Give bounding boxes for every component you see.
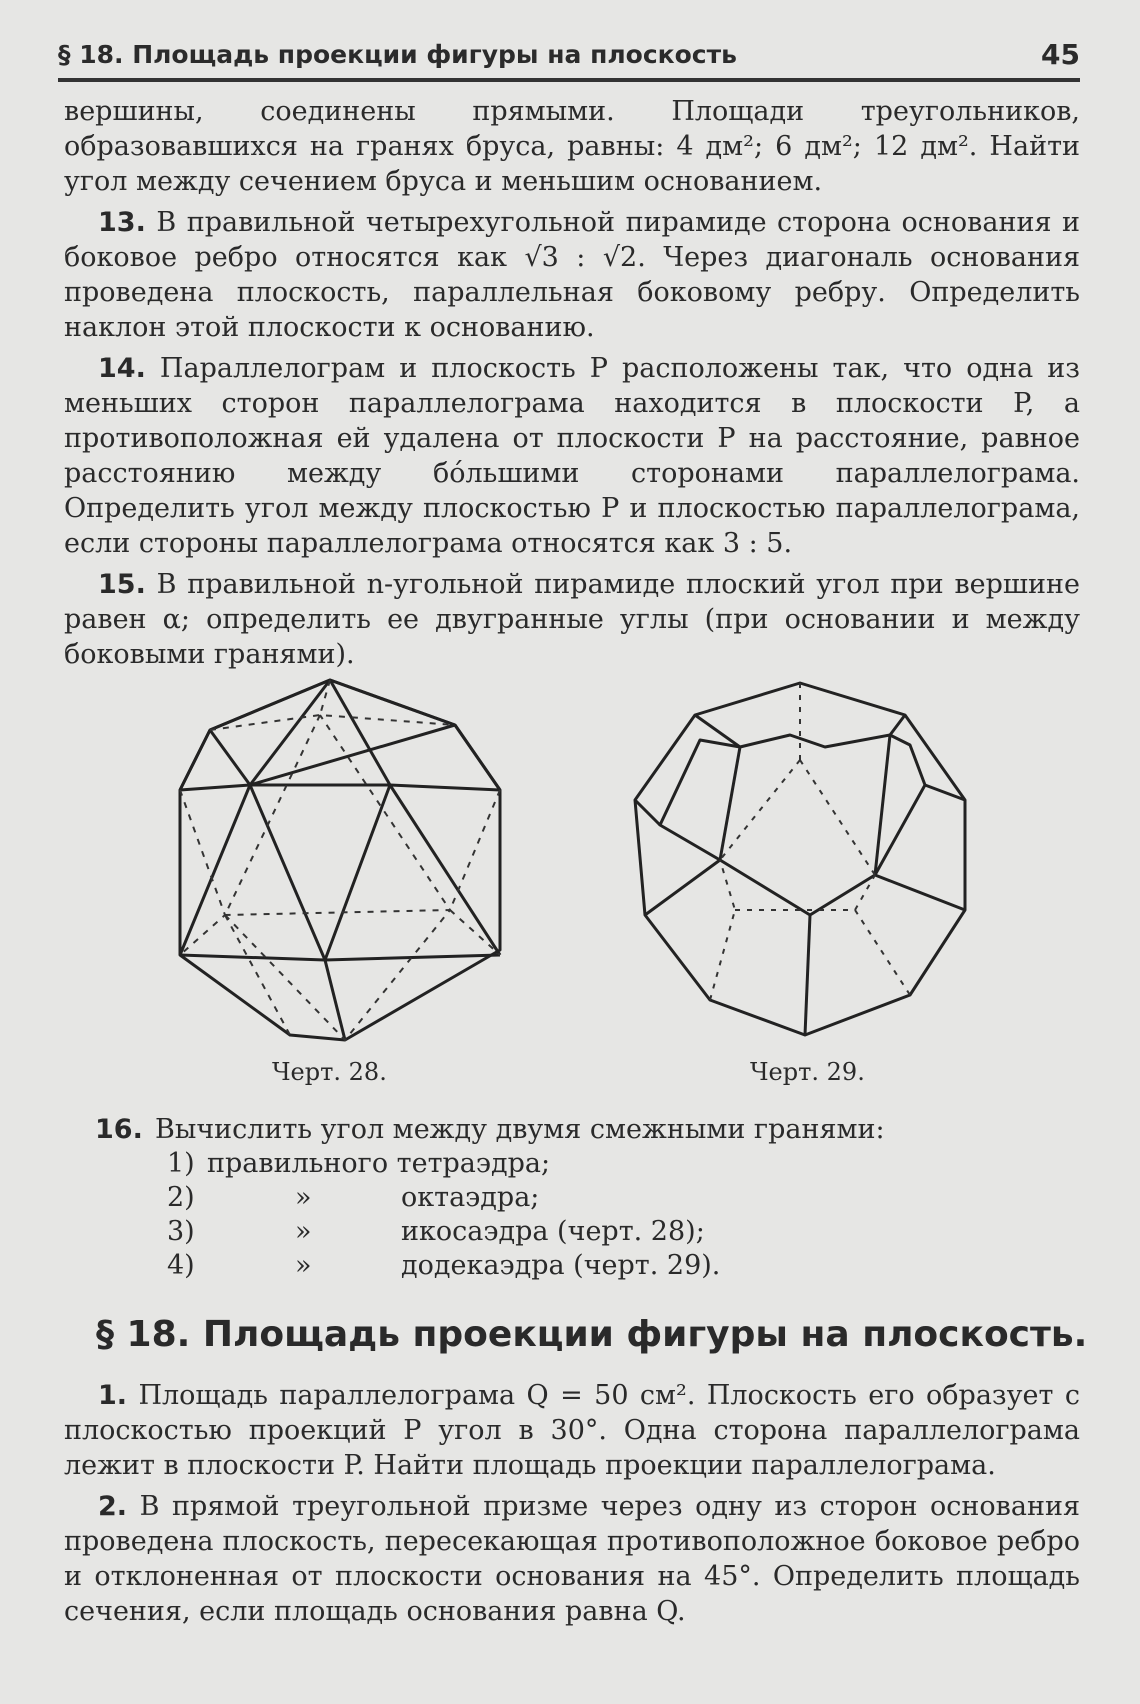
ditto-mark: »: [295, 1182, 312, 1213]
problem-number: 1.: [98, 1380, 128, 1411]
section-heading: § 18. Площадь проекции фигуры на плоскость.: [96, 1314, 1088, 1355]
figure-28-caption: Черт. 28.: [272, 1058, 387, 1086]
icosahedron-figure: [170, 670, 510, 1050]
running-header: [58, 34, 1080, 82]
dodecahedron-figure: [625, 675, 985, 1045]
problem-text: Вычислить угол между двумя смежными гранями:: [155, 1114, 885, 1145]
problem-13: [64, 205, 1080, 345]
item-text: правильного тетраэдра;: [207, 1148, 551, 1179]
problem-number: 14.: [98, 353, 146, 384]
problem-text: В правильной n-угольной пирамиде плоский угол при вершине равен α; определить ее двугранные углы (при основании и между боковыми гранями).: [64, 569, 1080, 670]
problem-number: 13.: [98, 207, 146, 238]
continued-paragraph: вершины, соединены прямыми. Площади треугольников, образовавшихся на гранях бруса, равны: 4 дм²; 6 дм²; 12 дм². Найти угол между сечением бруса и меньшим основанием.: [64, 96, 1080, 197]
item-number: 1): [167, 1148, 195, 1179]
problem-text: Площадь параллелограма Q = 50 см². Плоскость его образует с плоскостью проекций P угол в 30°. Одна сторона параллелограма лежит в плоскости P. Найти площадь проекции параллелограма.: [64, 1380, 1080, 1481]
problem-number: 16.: [95, 1114, 143, 1145]
item-number: 2): [167, 1182, 195, 1213]
problem-text: Параллелограм и плоскость P расположены так, что одна из меньших сторон параллелограма находится в плоскости P, а противоположная ей удалена от плоскости P на расстояние, равное расстоянию между бо́льшими сторонами параллелограма. Определить угол между плоскостью P и плоскостью параллелограма, если стороны параллелограма относятся как 3 : 5.: [64, 353, 1080, 559]
problem-text: В правильной четырехугольной пирамиде сторона основания и боковое ребро относятся как √3 : √2. Через диагональ основания проведена плоскость, параллельная боковому ребру. Определить наклон этой плоскости к основанию.: [64, 207, 1080, 343]
section-problem-2: [64, 1489, 1080, 1629]
problem-15: [64, 567, 1080, 672]
item-number: 4): [167, 1250, 195, 1281]
problem-number: 15.: [98, 569, 146, 600]
ditto-mark: »: [295, 1250, 312, 1281]
item-text: октаэдра;: [401, 1182, 540, 1213]
page-number: 45: [1041, 38, 1080, 71]
section-problems: [64, 1378, 1080, 1629]
problem-number: 2.: [98, 1491, 128, 1522]
item-text: додекаэдра (черт. 29).: [401, 1250, 721, 1281]
figure-29-caption: Черт. 29.: [750, 1058, 865, 1086]
item-number: 3): [167, 1216, 195, 1247]
ditto-mark: »: [295, 1216, 312, 1247]
item-text: икосаэдра (черт. 28);: [401, 1216, 705, 1247]
running-header-title: § 18. Площадь проекции фигуры на плоскость: [58, 40, 737, 69]
section-problem-1: [64, 1378, 1080, 1483]
text-block-top: [64, 94, 1080, 672]
problem-text: В прямой треугольной призме через одну из сторон основания проведена плоскость, пересекающая противоположное боковое ребро и отклоненная от плоскости основания на 45°. Определить площадь сечения, если площадь основания равна Q.: [64, 1491, 1080, 1627]
problem-14: [64, 351, 1080, 561]
